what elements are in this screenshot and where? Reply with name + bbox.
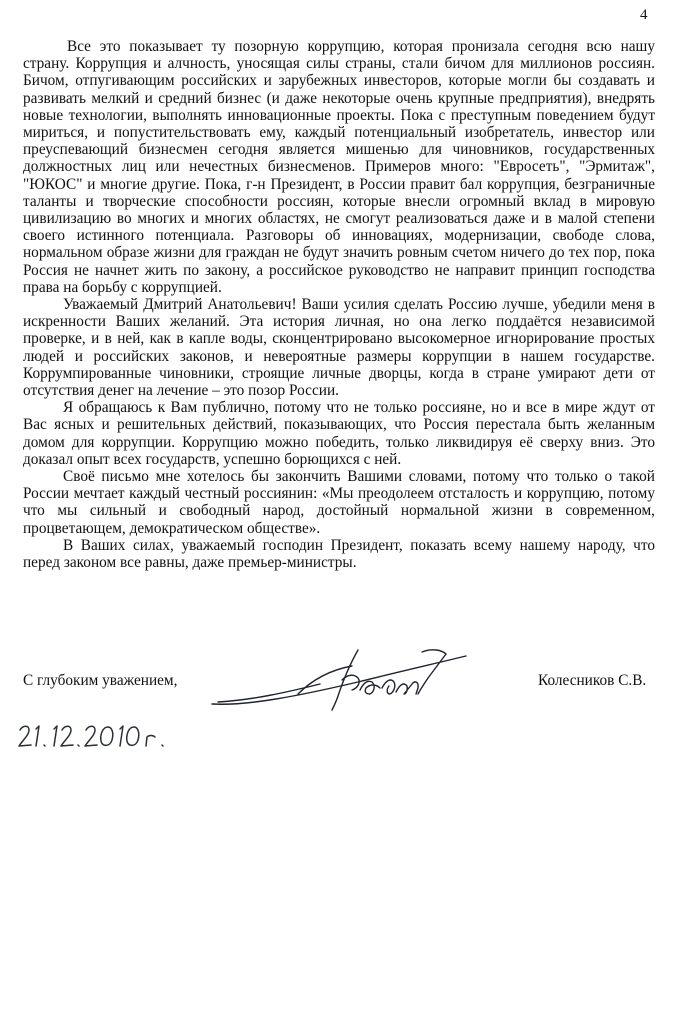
paragraph-final: В Ваших силах, уважаемый господин Президент, показать всему нашему народу, что перед законом все равны, даже премьер-министры. bbox=[23, 536, 655, 572]
letter-body bbox=[23, 38, 655, 571]
signer-name: Колесников С.В. bbox=[538, 672, 647, 689]
page-number: 4 bbox=[640, 7, 648, 23]
handwritten-signature bbox=[208, 640, 473, 720]
paragraph-public-appeal: Я обращаюсь к Вам публично, потому что не только россияне, но и все в мире ждут от Вас ясных и решительных действий, показывающих, что Россия перестала быть желанным домом для коррупции. Коррупцию можно победить, только ликвидируя её сверху вниз. Это доказал опыт всех государств, успешно борющихся с ней. bbox=[23, 399, 655, 468]
closing-salutation: С глубоким уважением, bbox=[23, 672, 178, 689]
paragraph-address-president: Уважаемый Дмитрий Анатольевич! Ваши усилия сделать Россию лучше, убедили меня в искренности Ваших желаний. Эта история личная, но она легко поддаётся независимой проверке, и в ней, как в капле воды, сконцентрировано высокомерное игнорирование простых людей и российских законов, и невероятные размеры коррупции в нашем государстве. Коррумпированные чиновники, строящие личные дворцы, когда в стране умирают дети от отсутствия денег на лечение – это позор России. bbox=[23, 296, 655, 400]
paragraph-corruption: Все это показывает ту позорную коррупцию, которая пронизала сегодня всю нашу страну. Коррупция и алчность, уносящая силы страны, стали бичом для миллионов россиян. Бичом, отпугивающим российских и зарубежных инвесторов, которые могли бы создавать и развивать мелкий и средний бизнес (и даже некоторые очень крупные предприятия), внедрять новые технологии, выполнять инновационные проекты. Пока с преступным поведением будут мириться, и попустительствовать ему, каждый потенциальный изобретатель, инвестор или преуспевающий бизнесмен сегодня является мишенью для чиновников, государственных должностных лиц или нечестных бизнесменов. Примеров много: "Евросеть", "Эрмитаж", "ЮКОС" и многие другие. Пока, г-н Президент, в России правит бал коррупция, безграничные таланты и творческие способности россиян, которые внесли огромный вклад в мировую цивилизацию во многих и многих областях, не смогут реализоваться даже и в малой степени своего истинного потенциала. Разговоры об инновациях, модернизации, свободе слова, нормальном образе жизни для граждан не будут значить ровным счетом ничего до тех пор, пока Россия не начнет жить по закону, а российское руководство не направит принцип господства права на борьбу с коррупцией. bbox=[23, 38, 655, 296]
paragraph-quote: Своё письмо мне хотелось бы закончить Вашими словами, потому что только о такой России мечтает каждый честный россиянин: «Мы преодолеем отсталость и коррупцию, потому что мы сильный и свободный народ, достойный нормальной жизни в современном, процветающем, демократическом обществе». bbox=[23, 468, 655, 537]
handwritten-date bbox=[14, 716, 194, 754]
